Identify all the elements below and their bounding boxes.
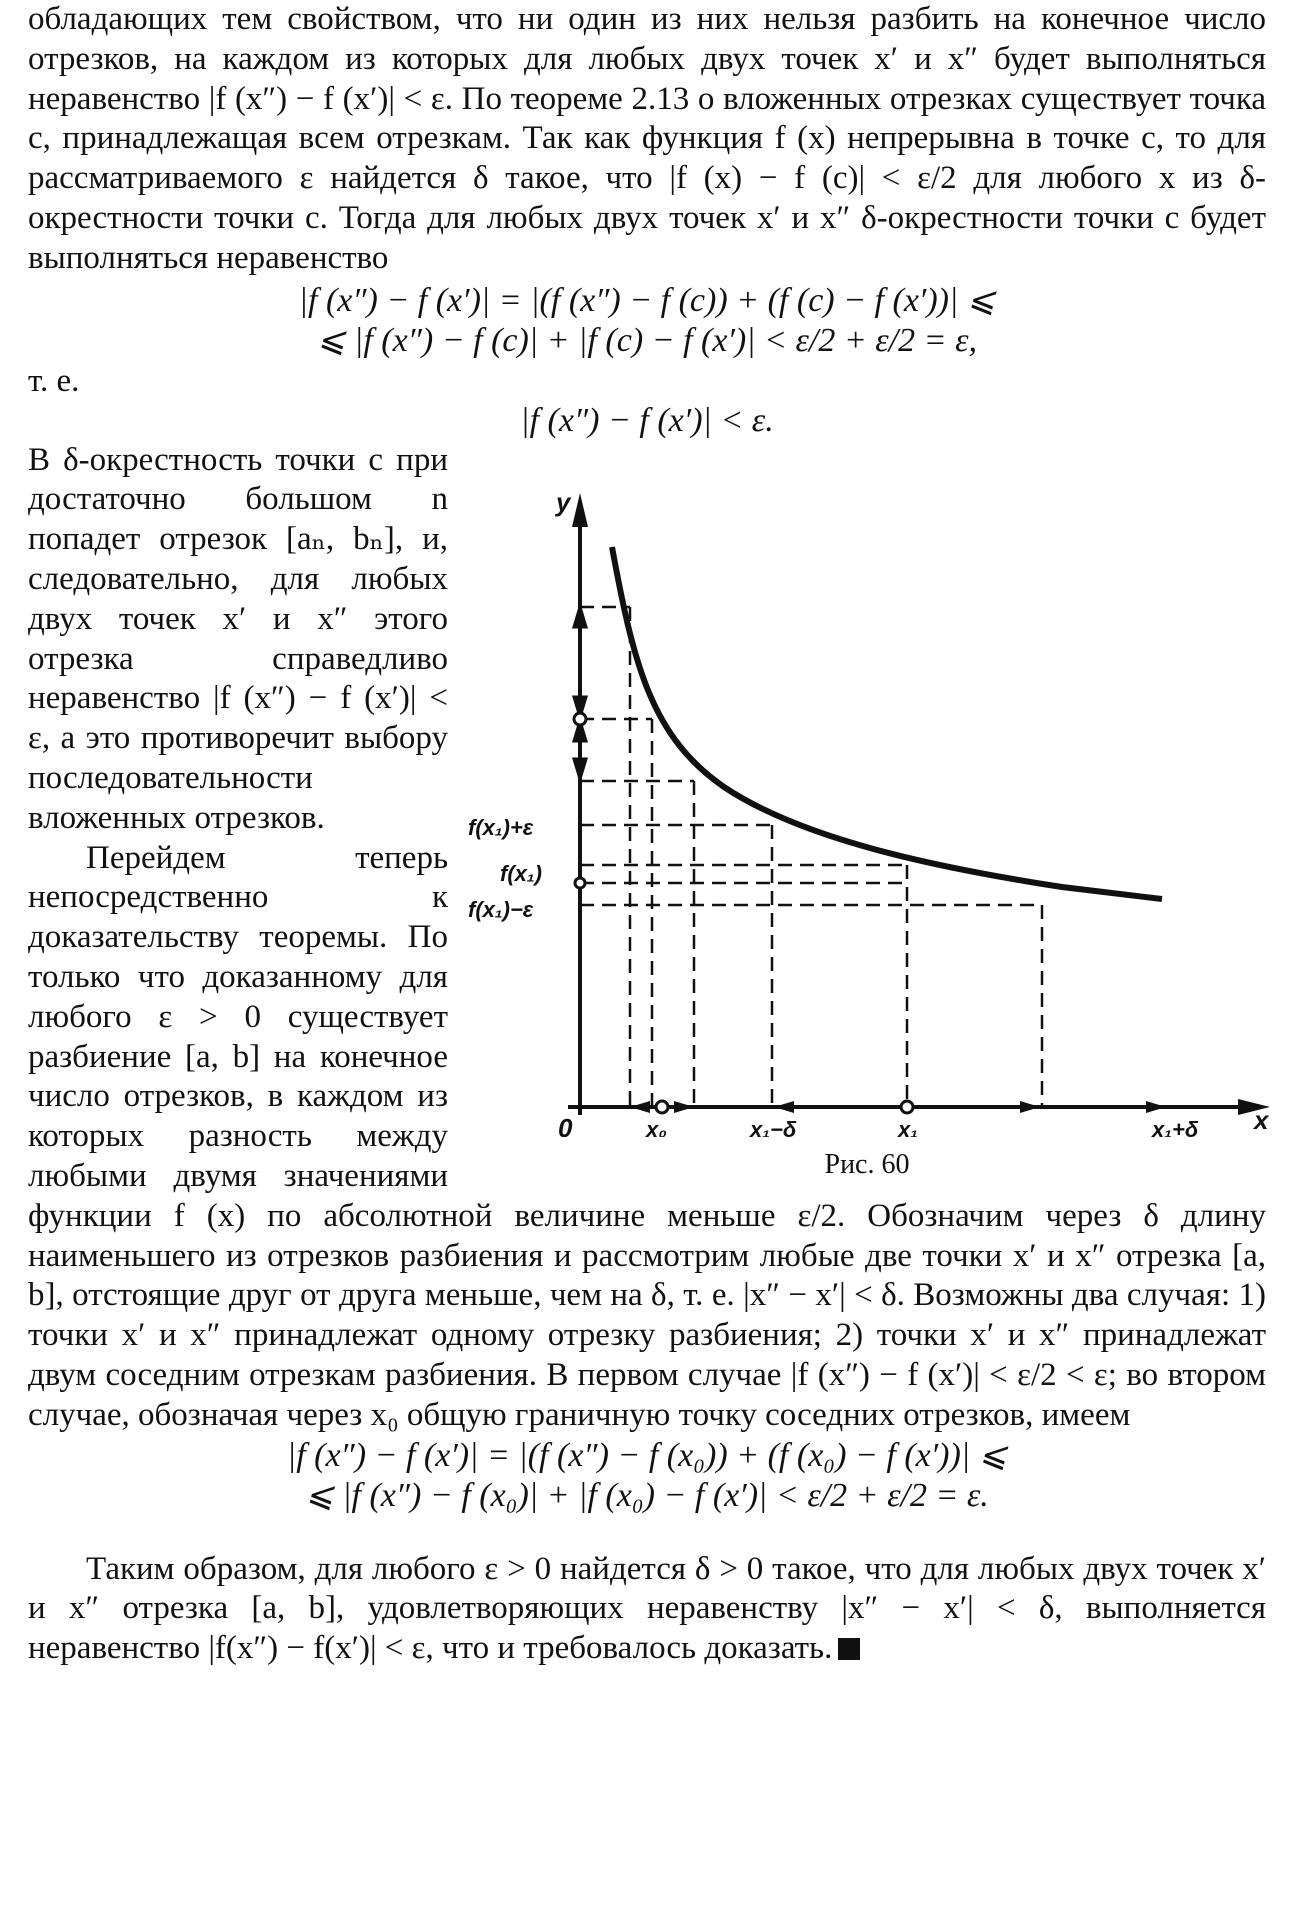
label-x1: x₁ (898, 1116, 918, 1137)
paragraph-3: Перейдем теперь непосредственно к доказательству теоремы. По только что доказанному для любого ε > 0 существует разбиение [a, b] на конечное число отрезков, в каждом из которых разность между любыми двумя значениями функции f (x) по абсолютной величине меньше ε/2. Обозначим через δ длину наименьшего из отрезков разбиения и рассмотрим любые две точки x′ и x″ отрезка [a, b], отстоящие друг от друга меньше, чем на δ, т. е. |x″ − x′| < δ. Возможны два случая: 1) точки x′ и x″ принадлежат одному отрезку разбиения; 2) точки x′ и x″ принадлежат двум соседним отрезкам разбиения. В первом случае |f (x″) − f (x′)| < ε/2 < ε; во втором случае, обозначая через x₀ общую граничную точку соседних отрезков, имеем (28, 839, 1266, 1433)
label-x1-minus-delta: x₁−δ (750, 1116, 797, 1137)
formula-block-1 (28, 281, 1266, 361)
formula-3-line-1: |f (x″) − f (x′)| = |(f (x″) − f (x₀)) + (f (x₀) − f (x′))| ⩽ (286, 1436, 1008, 1474)
x0-point (656, 1101, 668, 1113)
y-axis-label: y (556, 486, 571, 517)
f-x1-point (575, 878, 585, 888)
x-axis-label: x (1254, 1104, 1269, 1135)
paragraph-2: В δ-окрестность точки c при достаточно большом n попадет отрезок [aₙ, bₙ], и, следовательно, для любых двух точек x′ и x″ этого отрезка справедливо неравенство |f (x″) − f (x′)| < ε, а это противоречит выбору последовательности вложенных отрезков. (28, 441, 448, 836)
dashed-grid (580, 607, 1042, 1107)
origin-label: 0 (558, 1112, 573, 1137)
function-curve (612, 547, 1162, 899)
x1-point (901, 1101, 913, 1113)
y-axis-arrow (572, 493, 588, 527)
label-te: т. е. (28, 362, 80, 399)
y-point-open (574, 713, 586, 725)
formula-2: |f (x″) − f (x′)| < ε. (520, 401, 774, 439)
end-of-proof-square (838, 1638, 860, 1660)
figure-60-graph (462, 487, 1272, 1137)
formula-1-line-2: ⩽ |f (x″) − f (c)| + |f (c) − f (x′)| < ε/2 + ε/2 = ε, (317, 321, 977, 359)
paragraph-1: обладающих тем свойством, что ни один из них нельзя разбить на конечное число отрезков, на каждом из которых для любых двух точек x′ и x″ будет выполняться неравенство |f (x″) − f (x′)| < ε. По теореме 2.13 о вложенных отрезках существует точка c, принадлежащая всем отрезкам. Так как функция f (x) непрерывна в точке c, то для рассматриваемого ε найдется δ такое, что |f (x) − f (c)| < ε/2 для любого x из δ-окрестности точки c. Тогда для любых двух точек x′ и x″ δ-окрестности точки c будет выполняться неравенство (28, 1, 1266, 276)
label-f-x1: f(x₁) (500, 860, 542, 886)
label-x0: x₀ (646, 1116, 667, 1137)
formula-3-line-2: ⩽ |f (x″) − f (x₀)| + |f (x₀) − f (x′)| < ε/2 + ε/2 = ε. (305, 1476, 989, 1514)
label-f-minus-eps: f(x₁)−ε (468, 896, 534, 922)
paragraph-4 (28, 1550, 1266, 1669)
label-x1-plus-delta: x₁+δ (1152, 1116, 1199, 1137)
figure-60 (462, 487, 1272, 1193)
formula-block-3 (28, 1436, 1266, 1516)
formula-1-line-1: |f (x″) − f (x′)| = |(f (x″) − f (c)) + (f (c) − f (x′))| ⩽ (298, 281, 996, 319)
paragraph-4-text: Таким образом, для любого ε > 0 найдется δ > 0 такое, что для любых двух точек x′ и x″ отрезка [a, b], удовлетворяющих неравенству |x″ − x′| < δ, выполняется неравенство |f(x″) − f(x′)| < ε, что и требовалось доказать. (28, 1550, 1266, 1667)
figure-caption: Рис. 60 (824, 1148, 910, 1180)
label-f-plus-eps: f(x₁)+ε (468, 814, 534, 840)
